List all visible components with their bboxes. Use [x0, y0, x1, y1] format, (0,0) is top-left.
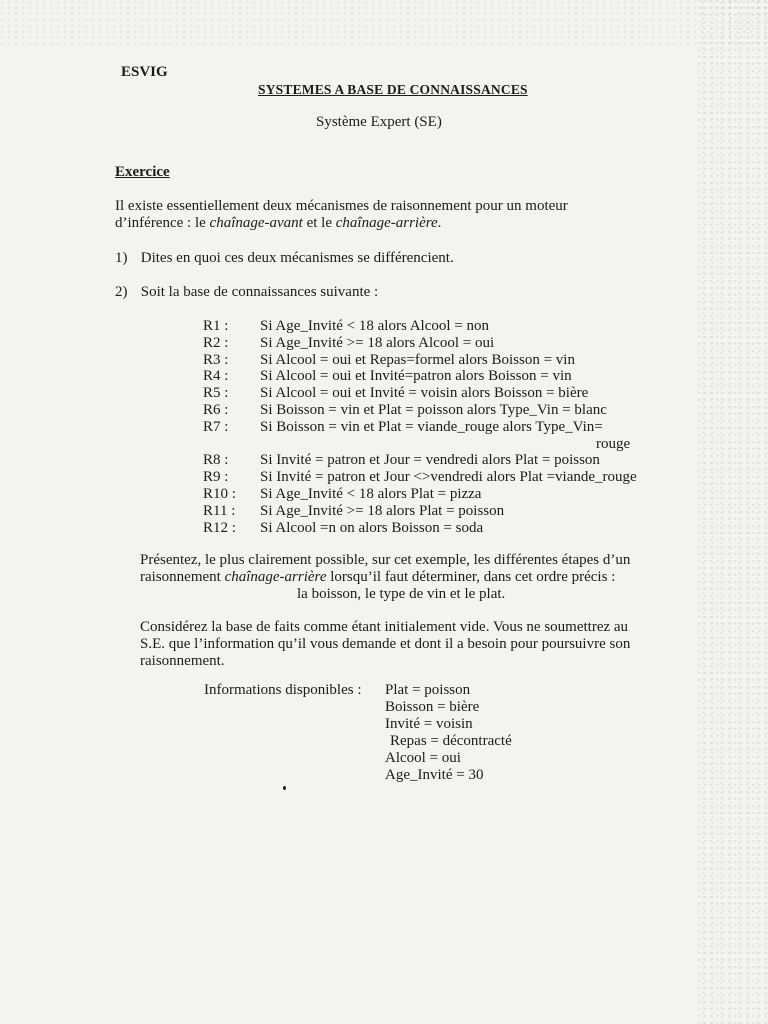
rule-text: Si Alcool = oui et Invité=patron alors Boisson = vin: [260, 368, 572, 385]
rule-row: [203, 352, 637, 369]
rule-id: [203, 436, 260, 453]
present-paragraph: [140, 552, 650, 586]
rule-row: [203, 452, 637, 469]
rule-id: R3 :: [203, 351, 229, 368]
rule-text: Si Alcool =n on alors Boisson = soda: [260, 519, 484, 536]
course-title: SYSTEMES A BASE DE CONNAISSANCES: [258, 82, 528, 97]
rule-row: [203, 368, 637, 385]
info-item: Boisson = bière: [385, 699, 480, 715]
intro-term-forward: chaînage-avant: [209, 215, 303, 231]
scan-noise-top: [0, 0, 768, 45]
scan-noise-right: [698, 0, 768, 1024]
section-title: Exercice: [115, 164, 170, 180]
question-1-number: 1): [115, 250, 128, 266]
info-item: Repas = décontracté: [390, 733, 512, 749]
intro-paragraph: [115, 198, 635, 232]
info-item: Alcool = oui: [385, 750, 461, 766]
rule-row: [203, 385, 637, 402]
question-2-number: 2): [115, 284, 128, 300]
scan-speck: [283, 786, 286, 790]
rule-row: [203, 503, 637, 520]
rule-row: [203, 335, 637, 352]
rule-text: Si Age_Invité >= 18 alors Alcool = oui: [260, 334, 495, 351]
rule-text: rouge: [596, 435, 631, 452]
present-term: chaînage-arrière: [224, 569, 327, 585]
rule-text: Si Age_Invité < 18 alors Alcool = non: [260, 318, 489, 334]
subtitle: Système Expert (SE): [316, 114, 442, 130]
present-targets: la boisson, le type de vin et le plat.: [297, 586, 506, 602]
rule-text: Si Age_Invité >= 18 alors Plat = poisson: [260, 502, 505, 519]
intro-text-end: .: [437, 215, 442, 231]
info-item: Invité = voisin: [385, 716, 473, 732]
rule-text: Si Age_Invité < 18 alors Plat = pizza: [260, 485, 482, 502]
school-name: ESVIG: [121, 64, 168, 80]
rule-row: [203, 520, 637, 537]
intro-term-backward: chaînage-arrière: [335, 215, 438, 231]
present-text-end: lorsqu’il faut déterminer, dans cet ordre précis :: [326, 569, 616, 585]
present-text: Présentez, le plus clairement possible, sur cet exemple, les différentes étapes d’un raisonnement: [140, 552, 631, 585]
rule-text: Si Boisson = vin et Plat = viande_rouge alors Type_Vin=: [260, 418, 603, 435]
rule-id: R7 :: [203, 418, 229, 435]
rule-id: R5 :: [203, 385, 229, 402]
intro-text-middle: et le: [302, 215, 336, 231]
rule-row: [203, 419, 637, 436]
rule-id: R11 :: [203, 502, 236, 519]
rule-text: Si Boisson = vin et Plat = poisson alors Type_Vin = blanc: [260, 401, 607, 418]
question-1-text: Dites en quoi ces deux mécanismes se différencient.: [140, 250, 454, 266]
rule-id: R6 :: [203, 401, 229, 418]
rule-id: R1 :: [203, 318, 229, 334]
rule-text: Si Invité = patron et Jour <>vendredi alors Plat =viande_rouge: [260, 469, 637, 486]
rule-id: R4 :: [203, 368, 229, 385]
rule-id: R2 :: [203, 334, 229, 351]
rule-row: [203, 402, 637, 419]
question-2-text: Soit la base de connaissances suivante :: [140, 284, 379, 300]
rule-text: Si Alcool = oui et Invité = voisin alors Boisson = bière: [260, 385, 589, 402]
rule-text: Si Invité = patron et Jour = vendredi alors Plat = poisson: [260, 452, 600, 469]
consider-paragraph: Considérez la base de faits comme étant initialement vide. Vous ne soumettrez au S.E. que l’information qu’il vous demande et dont il a besoin pour poursuivre son raisonnement.: [140, 619, 631, 669]
rule-id: R8 :: [203, 452, 229, 469]
rule-row: [203, 486, 637, 503]
question-2: [115, 284, 378, 301]
info-item: Age_Invité = 30: [385, 767, 484, 783]
rule-row: [203, 318, 637, 335]
rule-id: R10 :: [203, 485, 236, 502]
rule-text: Si Alcool = oui et Repas=formel alors Boisson = vin: [260, 351, 575, 368]
info-item: Plat = poisson: [385, 682, 471, 698]
intro-text: Il existe essentiellement deux mécanismes de raisonnement pour un moteur d’inférence : le: [115, 198, 568, 231]
rule-row-continuation: [203, 436, 637, 453]
rules-list: [203, 318, 637, 536]
rule-row: [203, 469, 637, 486]
question-1: [115, 250, 454, 267]
rule-id: R12 :: [203, 519, 236, 536]
info-list: [385, 682, 512, 784]
rule-id: R9 :: [203, 469, 229, 486]
info-label: Informations disponibles :: [204, 682, 362, 698]
